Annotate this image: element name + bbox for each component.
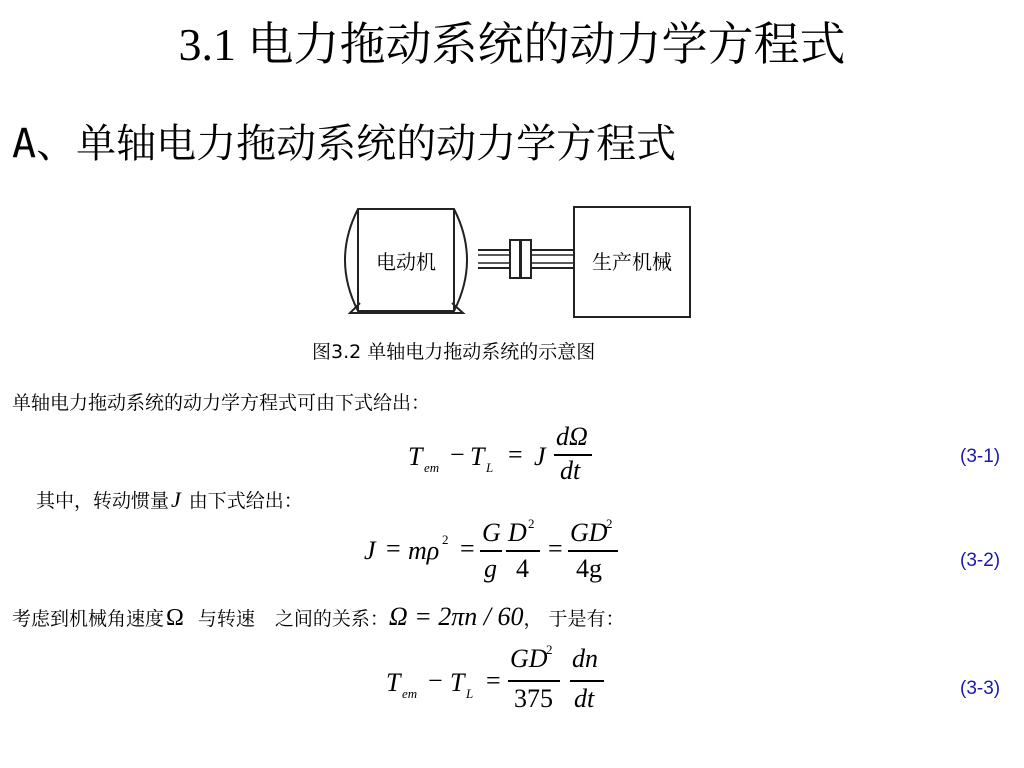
equation-number-3-2: (3-2) (960, 550, 1001, 571)
equation-number-3-1: (3-1) (960, 446, 1001, 467)
equation-3-3: T em − T L = GD 2 375 dn dt (386, 642, 626, 718)
figure-caption: 图3.2 单轴电力拖动系统的示意图 (312, 341, 596, 363)
page-title: 3.1 电力拖动系统的动力学方程式 (178, 19, 846, 70)
inertia-text: 其中，转动惯量J 由下式给出： (36, 487, 303, 512)
drive-system-diagram (330, 205, 695, 320)
intro-text: 单轴电力拖动系统的动力学方程式可由下式给出： (12, 392, 431, 414)
machine-label: 生产机械 (592, 250, 672, 274)
omega-symbol: Ω (166, 605, 184, 631)
coupling-shape (510, 240, 531, 278)
equation-3-1: T em − T L = J dΩ dt (408, 428, 628, 488)
section-subtitle: A、单轴电力拖动系统的动力学方程式 (12, 121, 677, 167)
relation-formula: Ω = 2πn / 60 (388, 602, 524, 631)
equation-number-3-3: (3-3) (960, 678, 1001, 699)
motor-label: 电动机 (376, 250, 436, 274)
relation-text: 考虑到机械角速度Ω 与转速 之间的关系：Ω = 2πn / 60， 于是有： (12, 602, 625, 631)
equation-3-2: J = mρ 2 = G g D 2 4 = GD 2 4g (364, 514, 634, 584)
